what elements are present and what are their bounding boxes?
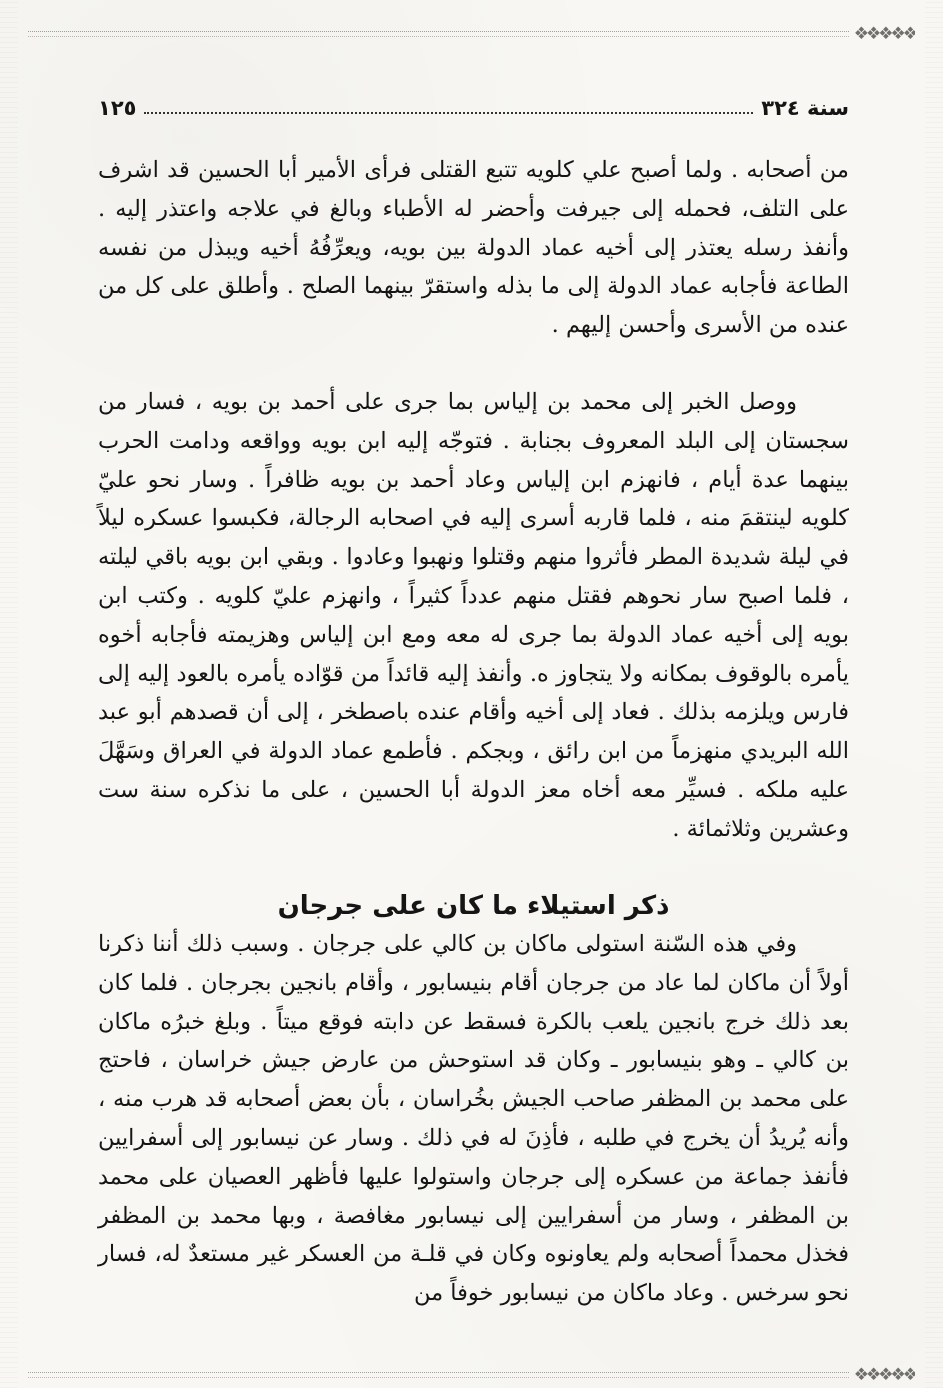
year-label: سنة ٣٢٤ [761, 96, 849, 120]
bottom-ornament [28, 1366, 915, 1384]
section-title: ذكر استيلاء ما كان على جرجان [277, 890, 670, 921]
scan-edge-right [925, 0, 943, 1388]
paragraph-2-text: ووصل الخبر إلى محمد بن إلياس بما جرى على أحمد بن بويه ، فسار من سجستان إلى البلد المعروف بجنابة . فتوجّه إليه ابن بويه وواقعه ودامت الحرب بينهما عدة أيام ، فانهزم ابن إلياس وعاد أحمد بن بويه ظافراً . وسار نحو عليّ كلويه لينتقمَ منه ، فلما قاربه أسرى إليه في اصحابه الرجالة، فكبسوا عسكره ليلاً في ليلة شديدة المطر فأثروا منهم وقتلوا ونهبوا وعادوا . وبقي ابن بويه باقي ليلته ، فلما اصبح سار نحوهم فقتل منهم عدداً كثيراً ، وانهزم عليّ كلويه . وكتب ابن بويه إلى أخيه عماد الدولة بما جرى له معه ومع ابن إلياس وهزيمته فأجابه أخوه يأمره بالوقوف بمكانه ولا يتجاوز ه. وأنفذ إليه قائداً من قوّاده يأمره بالعود إليه إلى فارس ويلزمه بذلك . فعاد إلى أخيه وأقام عنده باصطخر ، إلى أن قصدهم أبو عبد الله البريدي منهزماً من ابن رائق ، وبجكم . فأطمع عماد الدولة في العراق وسَهَّلَ عليه ملكه . فسيِّر معه أخاه معز الدولة أبا الحسين ، على ما نذكره سنة ست وعشرين وثلاثمائة . [98, 389, 849, 842]
dotted-leader [144, 102, 753, 114]
paragraph-3 [98, 925, 849, 1325]
paragraph-1-text: من أصحابه . ولما أصبح علي كلويه تتبع القتلى فرأى الأمير أبا الحسين قد اشرف على التلف، فحمله إلى جيرفت وأحضر له الأطباء وبالغ في علاجه واعتذر إليه . وأنفذ رسله يعتذر إلى أخيه عماد الدولة بين بويه، ويعرِّفُهُ أخيه ويبذل من نفسه الطاعة فأجابه عماد الدولة إلى ما بذله واستقرّ بينهما الصلح . وأطلق على كل من عنده من الأسرى وأحسن إليهم . [98, 157, 849, 339]
paragraph-1 [98, 151, 849, 371]
top-ornament-line [28, 31, 849, 37]
bottom-ornament-line [28, 1372, 849, 1378]
ornament-glyphs: ❖❖❖❖❖ [853, 25, 915, 43]
scan-edge-left [0, 0, 18, 1388]
bottom-ornament-glyphs: ❖❖❖❖❖ [853, 1366, 915, 1384]
top-ornament [28, 25, 915, 43]
page-number: ١٢٥ [98, 96, 137, 120]
paragraph-3-text: وفي هذه السّنة استولى ماكان بن كالي على جرجان . وسبب ذلك أننا ذكرنا أولاً أن ماكان لما عاد من جرجان أقام بنيسابور ، وأقام بانجين بجرجان . فلما كان بعد ذلك خرج بانجين يلعب بالكرة فسقط عن دابته فوقع ميتاً . وبلغ خبرُه ماكان بن كالي ـ وهو بنيسابور ـ وكان قد استوحش من عارض جيش خراسان ، فاحتج على محمد بن المظفر صاحب الجيش بخُراسان ، بأن بعض أصحابه قد هرب منه ، وأنه يُريدُ أن يخرج في طلبه ، فأذِنَ له في ذلك . وسار عن نيسابور إلى أسفرايين فأنفذ جماعة من عسكره إلى جرجان واستولوا عليها فأظهر العصيان على محمد بن المظفر ، وسار من أسفرايين إلى نيسابور مغافصة ، وبها محمد بن المظفر فخذل محمداً أصحابه ولم يعاونوه وكان في قلـة من العسكر غير مستعدٌ له، فسار نحو سرخس . وعاد ماكان من نيسابور خوفاً من [98, 931, 849, 1307]
paragraph-2 [98, 383, 849, 845]
page-header [98, 92, 849, 124]
